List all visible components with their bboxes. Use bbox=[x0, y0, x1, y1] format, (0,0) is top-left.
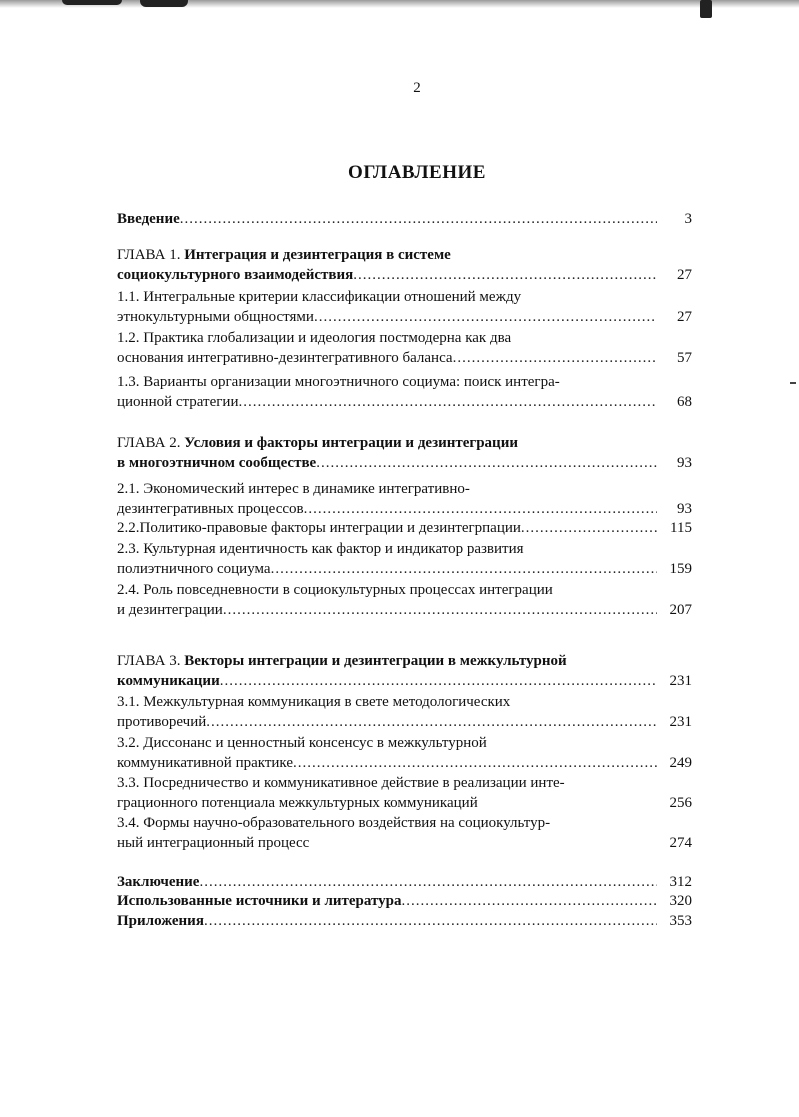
scan-speck bbox=[790, 382, 796, 384]
toc-page-number: 93 bbox=[677, 501, 692, 517]
leader-dots bbox=[238, 392, 657, 412]
toc-section-2-3[interactable]: 2.3. Культурная идентичность как фактор и индикатор развития bbox=[117, 541, 524, 557]
scan-mark bbox=[140, 0, 188, 7]
toc-page-number: 256 bbox=[669, 795, 692, 811]
toc-section-1-3[interactable]: 1.3. Варианты организации многоэтничного социума: поиск интегра- bbox=[117, 374, 560, 390]
toc-section-2-4-cont[interactable] bbox=[117, 600, 657, 620]
toc-page-number: 274 bbox=[669, 835, 692, 851]
leader-dots bbox=[453, 348, 657, 368]
toc-section-2-4[interactable]: 2.4. Роль повседневности в социокультурных процессах интеграции bbox=[117, 582, 553, 598]
section-title: 2.2.Политико-правовые факторы интеграции и дезинтегрпации bbox=[117, 520, 521, 536]
toc-entry-title: Введение bbox=[117, 211, 180, 227]
page-title: ОГЛАВЛЕНИЕ bbox=[348, 162, 486, 183]
toc-section-1-2[interactable]: 1.2. Практика глобализации и идеология постмодерна как два bbox=[117, 330, 512, 346]
leader-dots bbox=[223, 600, 657, 620]
section-title: дезинтегративных процессов bbox=[117, 501, 304, 517]
toc-section-1-1-cont[interactable] bbox=[117, 307, 657, 327]
leader-dots bbox=[402, 891, 658, 911]
toc-section-1-3-cont[interactable] bbox=[117, 392, 657, 412]
toc-section-3-4-cont[interactable]: ный интеграционный процесс bbox=[117, 835, 310, 851]
toc-section-3-4[interactable]: 3.4. Формы научно-образовательного воздействия на социокультур- bbox=[117, 815, 551, 831]
leader-dots bbox=[206, 712, 657, 732]
toc-section-3-3[interactable]: 3.3. Посредничество и коммуникативное действие в реализации инте- bbox=[117, 775, 565, 791]
toc-page-number: 57 bbox=[677, 350, 692, 366]
leader-dots bbox=[271, 559, 657, 579]
toc-section-3-1-cont[interactable] bbox=[117, 712, 657, 732]
toc-chapter-1-title-cont[interactable] bbox=[117, 265, 657, 285]
leader-dots bbox=[353, 265, 657, 285]
leader-dots bbox=[293, 753, 657, 773]
toc-page-number: 159 bbox=[669, 561, 692, 577]
section-title: и дезинтеграции bbox=[117, 602, 223, 618]
toc-entry-title: Приложения bbox=[117, 913, 204, 929]
toc-chapter-2-title-cont[interactable] bbox=[117, 453, 657, 473]
leader-dots bbox=[220, 671, 657, 691]
toc-chapter-3-title-cont[interactable] bbox=[117, 671, 657, 691]
leader-dots bbox=[316, 453, 657, 473]
leader-dots bbox=[521, 518, 657, 538]
toc-section-1-1[interactable]: 1.1. Интегральные критерии классификации отношений между bbox=[117, 289, 522, 305]
chapter-prefix: ГЛАВА 2. bbox=[117, 435, 185, 451]
chapter-prefix: ГЛАВА 1. bbox=[117, 247, 185, 263]
toc-page-number: 27 bbox=[677, 267, 692, 283]
toc-page-number: 320 bbox=[669, 893, 692, 909]
toc-entry-sources[interactable] bbox=[117, 891, 657, 911]
toc-page-number: 3 bbox=[684, 211, 692, 227]
toc-page-number: 231 bbox=[669, 714, 692, 730]
toc-page-number: 231 bbox=[669, 673, 692, 689]
chapter-title: Интеграция и дезинтеграция в системе bbox=[184, 247, 451, 263]
section-title: полиэтничного социума bbox=[117, 561, 271, 577]
leader-dots bbox=[180, 209, 657, 229]
toc-page-number: 312 bbox=[669, 874, 692, 890]
toc-chapter-2-title[interactable] bbox=[117, 433, 657, 453]
toc-section-2-1-cont[interactable] bbox=[117, 499, 657, 519]
section-title: основания интегративно-дезинтегративного баланса bbox=[117, 350, 453, 366]
scan-mark bbox=[700, 0, 712, 18]
toc-chapter-3-title[interactable] bbox=[117, 651, 657, 671]
section-title: противоречий bbox=[117, 714, 207, 730]
toc-section-1-2-cont[interactable] bbox=[117, 348, 657, 368]
chapter-title: Условия и факторы интеграции и дезинтеграции bbox=[184, 435, 518, 451]
toc-entry-title: Использованные источники и литература bbox=[117, 893, 402, 909]
toc-section-2-2[interactable] bbox=[117, 518, 657, 538]
chapter-title: социокультурного взаимодействия bbox=[117, 267, 354, 283]
toc-page-number: 115 bbox=[670, 520, 692, 536]
toc-page-number: 68 bbox=[677, 394, 692, 410]
toc-section-3-2-cont[interactable] bbox=[117, 753, 657, 773]
section-title: ционной стратегии bbox=[117, 394, 239, 410]
toc-page-number: 207 bbox=[669, 602, 692, 618]
toc-entry-intro[interactable] bbox=[117, 209, 657, 229]
toc-chapter-1-title[interactable] bbox=[117, 245, 657, 265]
chapter-prefix: ГЛАВА 3. bbox=[117, 653, 185, 669]
toc-entry-appendix[interactable] bbox=[117, 911, 657, 931]
leader-dots bbox=[199, 872, 657, 892]
toc-section-2-3-cont[interactable] bbox=[117, 559, 657, 579]
toc-section-2-1[interactable]: 2.1. Экономический интерес в динамике интегративно- bbox=[117, 481, 470, 497]
chapter-title: в многоэтничном сообществе bbox=[117, 455, 317, 471]
leader-dots bbox=[204, 911, 657, 931]
toc-page-number: 249 bbox=[669, 755, 692, 771]
toc-section-3-3-cont[interactable]: грационного потенциала межкультурных коммуникаций bbox=[117, 795, 478, 811]
toc-page-number: 27 bbox=[677, 309, 692, 325]
toc-section-3-2[interactable]: 3.2. Диссонанс и ценностный консенсус в межкультурной bbox=[117, 735, 487, 751]
toc-page-number: 93 bbox=[677, 455, 692, 471]
toc-section-3-1[interactable]: 3.1. Межкультурная коммуникация в свете методологических bbox=[117, 694, 511, 710]
section-title: коммуникативной практике bbox=[117, 755, 294, 771]
scan-mark bbox=[62, 0, 122, 5]
page-number: 2 bbox=[413, 80, 421, 96]
toc-entry-title: Заключение bbox=[117, 874, 200, 890]
section-title: этнокультурными общностями bbox=[117, 309, 314, 325]
toc-page-number: 353 bbox=[669, 913, 692, 929]
chapter-title: коммуникации bbox=[117, 673, 220, 689]
chapter-title: Векторы интеграции и дезинтеграции в межкультурной bbox=[184, 653, 567, 669]
leader-dots bbox=[314, 307, 657, 327]
leader-dots bbox=[304, 499, 657, 519]
toc-entry-conclusion[interactable] bbox=[117, 872, 657, 892]
